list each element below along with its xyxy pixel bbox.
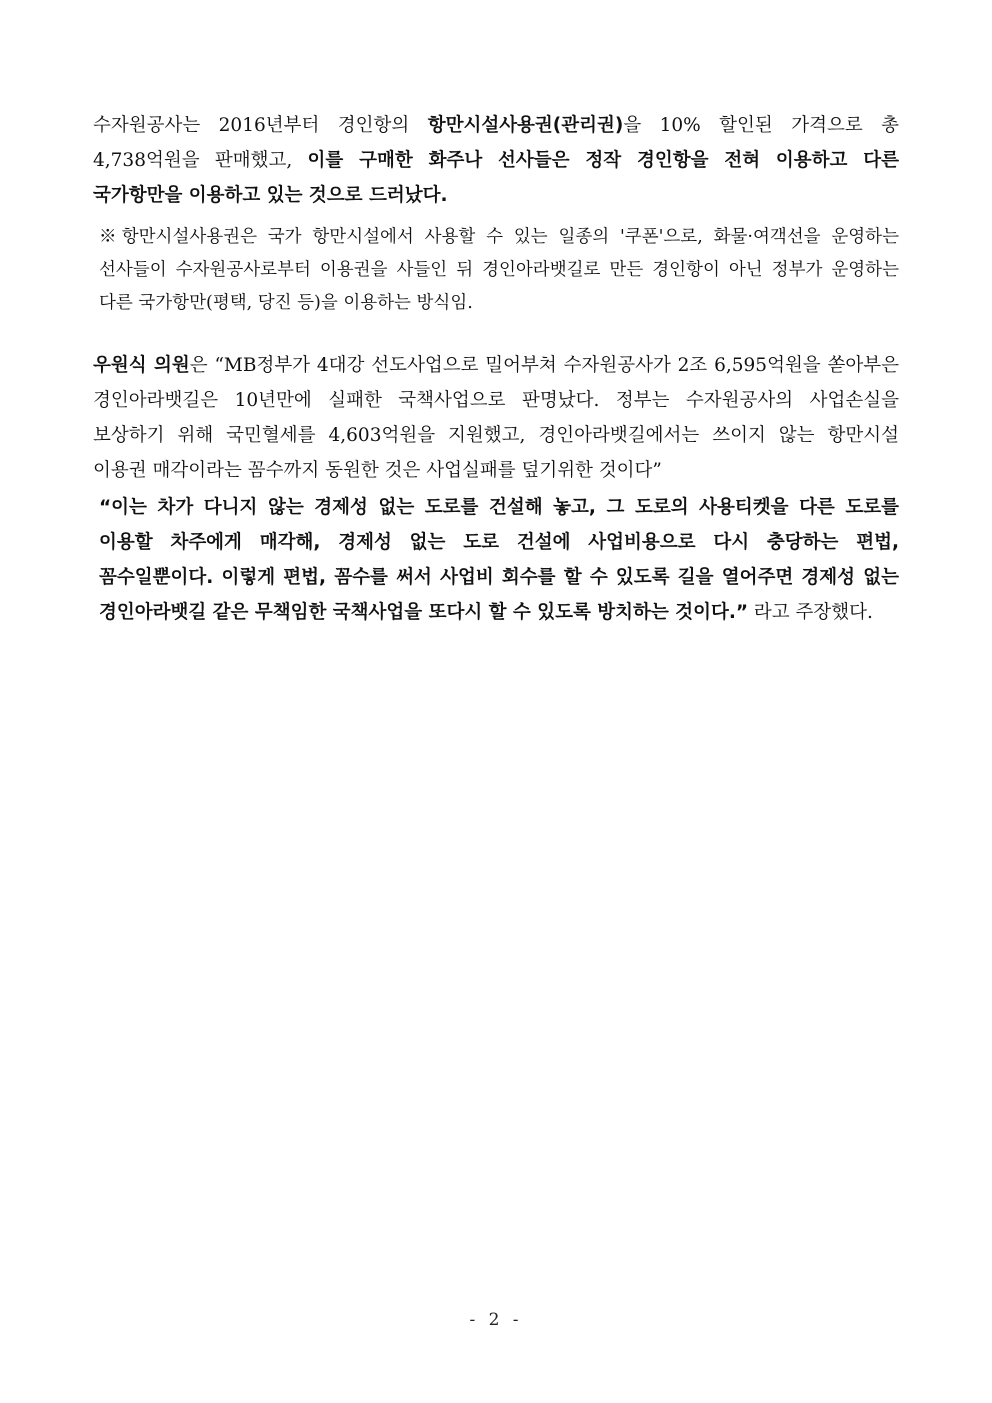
quote-tail-text: 라고 주장했다. bbox=[748, 602, 873, 623]
document-body bbox=[93, 108, 899, 630]
note-paragraph bbox=[93, 221, 899, 320]
paragraph-statement bbox=[93, 348, 899, 488]
paragraph-sales-bold-2: 이를 구매한 화주나 선사들은 정작 경인항을 전혀 이용하고 다른 국가항만을 이용하고 있는 것으로 드러났다. bbox=[93, 150, 899, 206]
paragraph-sales-text-2: 을 10% 할인된 가격으로 총 4,738억원을 판매했고, bbox=[93, 115, 899, 171]
statement-text: 은 “MB정부가 4대강 선도사업으로 밀어부쳐 수자원공사가 2조 6,595억원을 쏟아부은 경인아라뱃길은 10년만에 실패한 국책사업으로 판명났다. 정부는 수자원공사의 사업손실을 보상하기 위해 국민혈세를 4,603억원을 지원했고, 경인아라뱃길에서는 쓰이지 않는 항만시설 이용권 매각이라는 꼼수까지 동원한 것은 사업실패를 덮기위한 것이다” bbox=[93, 355, 899, 481]
paragraph-gap bbox=[93, 320, 899, 348]
paragraph-sales-text-1: 수자원공사는 2016년부터 경인항의 bbox=[93, 115, 428, 136]
speaker-name: 우원식 의원 bbox=[93, 355, 190, 376]
note-text: ※항만시설사용권은 국가 항만시설에서 사용할 수 있는 일종의 '쿠폰'으로, 화물·여객선을 운영하는 선사들이 수자원공사로부터 이용권을 사들인 뒤 경인아라뱃길로 만든 경인항이 아닌 정부가 운영하는 다른 국가항만(평택, 당진 등)을 이용하는 방식임. bbox=[99, 227, 899, 313]
paragraph-sales bbox=[93, 108, 899, 213]
paragraph-quote bbox=[93, 490, 899, 630]
quote-bold-text: “이는 차가 다니지 않는 경제성 없는 도로를 건설해 놓고, 그 도로의 사용티켓을 다른 도로를 이용할 차주에게 매각해, 경제성 없는 도로 건설에 사업비용으로 다시 충당하는 편법, 꼼수일뿐이다. 이렇게 편법, 꼼수를 써서 사업비 회수를 할 수 있도록 길을 열어주면 경제성 없는 경인아라뱃길 같은 무책임한 국책사업을 또다시 할 수 있도록 방치하는 것이다.” bbox=[99, 497, 899, 623]
paragraph-sales-bold-1: 항만시설사용권(관리권) bbox=[427, 115, 624, 136]
page-number: - 2 - bbox=[469, 1310, 523, 1330]
